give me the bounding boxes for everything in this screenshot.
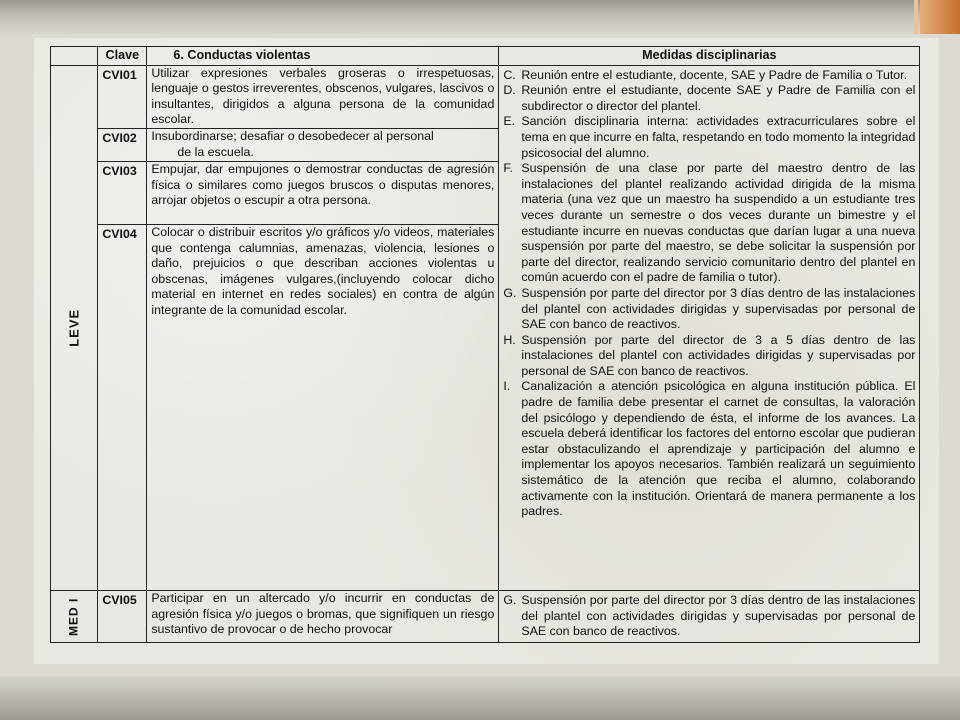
list-item: D. Reunión entre el estudiante, docente SAE y Padre de Familia con el subdirector o director del plantel. — [503, 83, 916, 113]
header-medidas: Medidas disciplinarias — [499, 47, 920, 66]
list-item: E. Sanción disciplinaria interna: actividades extracurriculares sobre el tema en que incurre en falta, respetando en todo momento la integridad psicosocial del alumno. — [503, 114, 916, 160]
conducta-cell: Participar en un altercado y/o incurrir en conductas de agresión física y/o juegos o bromas, que signifiquen un riesgo sustantivo de provocar o de hecho provocar — [147, 590, 499, 642]
clave-cell: CVI03 — [98, 161, 147, 224]
list-item: G. Suspensión por parte del director por 3 días dentro de las instalaciones del plantel con actividades dirigidas y supervisadas por personal de SAE con banco de reactivos. — [503, 285, 916, 332]
clave-cell: CVI04 — [98, 224, 147, 590]
header-row — [51, 47, 920, 66]
header-empty — [51, 47, 98, 66]
table-row — [51, 590, 920, 642]
conducta-line: Insubordinarse; desafiar o desobedecer al personal — [151, 128, 434, 143]
conducta-cell: Colocar o distribuir escritos y/o gráficos y/o videos, materiales que contenga calumnias, amenazas, violencia, lesiones o daño, prejuicios o que describan acciones violentas u obscenas, imágenes vulgares,(incluyendo colocar dicho material en internet en redes sociales) en contra de algún integrante de la comunidad escolar. — [147, 224, 499, 590]
conducta-line: de la escuela. — [177, 144, 254, 159]
conducta-cell — [147, 128, 499, 161]
list-item: F. Suspensión de una clase por parte del maestro dentro de las instalaciones del plantel realizando actividad dirigida de la misma materia (una vez que un maestro ha suspendido a un estudiante tres veces durante un semestre o dos veces durante un bimestre y el estudiante incurre en nuevas conductas que darían lugar a una nueva suspensión por parte del maestro, se debe solicitar la suspensión por parte del director, realizando servicio comunitario dentro del plantel en común acuerdo con el padre de familia o tutor). — [503, 161, 916, 285]
category-leve-label: LEVE — [66, 308, 82, 347]
medidas-cell — [499, 590, 920, 642]
table-row — [51, 65, 920, 128]
medidas-list — [503, 68, 915, 520]
header-clave: Clave — [98, 47, 147, 66]
disciplinary-table — [50, 46, 920, 643]
list-item: H. Suspensión por parte del director de 3 a 5 días dentro de las instalaciones del plantel con actividades dirigidas y supervisadas por personal de SAE con banco de reactivos. — [503, 332, 916, 378]
corner-accent — [920, 0, 960, 34]
bottom-band — [0, 676, 960, 720]
medidas-list — [503, 593, 915, 640]
list-item: G. Suspensión por parte del director por 3 días dentro de las instalaciones del plantel con actividades dirigidas y supervisadas por personal de SAE con banco de reactivos. — [503, 592, 916, 639]
clave-cell: CVI01 — [98, 65, 147, 128]
list-item: I. Canalización a atención psicológica en alguna institución pública. El padre de familia debe presentar el carnet de consultas, la valoración del psicólogo y dependiendo de ésta, el informe de los avances. La escuela deberá identificar los factores del entorno escolar que pudieran estar obstaculizando el aprendizaje y participación del alumno e implementar los apoyos necesarios. También realizará un seguimiento sistemático de la atención que reciba el alumno, colaborando activamente con la institución. Orientará de manera permanente a los padres. — [503, 379, 916, 519]
conducta-cell: Utilizar expresiones verbales groseras o irrespetuosas, lenguaje o gestos irreverentes, obscenos, vulgares, lascivos o insultantes, dirigidos a alguna persona de la comunidad escolar. — [147, 65, 499, 128]
category-medio — [51, 590, 98, 642]
header-conducta: 6. Conductas violentas — [147, 47, 499, 66]
category-leve — [51, 65, 98, 590]
category-medio-label: MED I — [66, 597, 81, 636]
medidas-cell — [499, 65, 920, 590]
top-band — [0, 0, 960, 34]
conducta-cell: Empujar, dar empujones o demostrar conductas de agresión física o similares como juegos bruscos o disputas menores, arrojar objetos o escupir a otra persona. — [147, 161, 499, 224]
clave-cell: CVI02 — [98, 128, 147, 161]
list-item: C. Reunión entre el estudiante, docente, SAE y Padre de Familia o Tutor. — [503, 67, 908, 82]
clave-cell: CVI05 — [98, 590, 147, 642]
